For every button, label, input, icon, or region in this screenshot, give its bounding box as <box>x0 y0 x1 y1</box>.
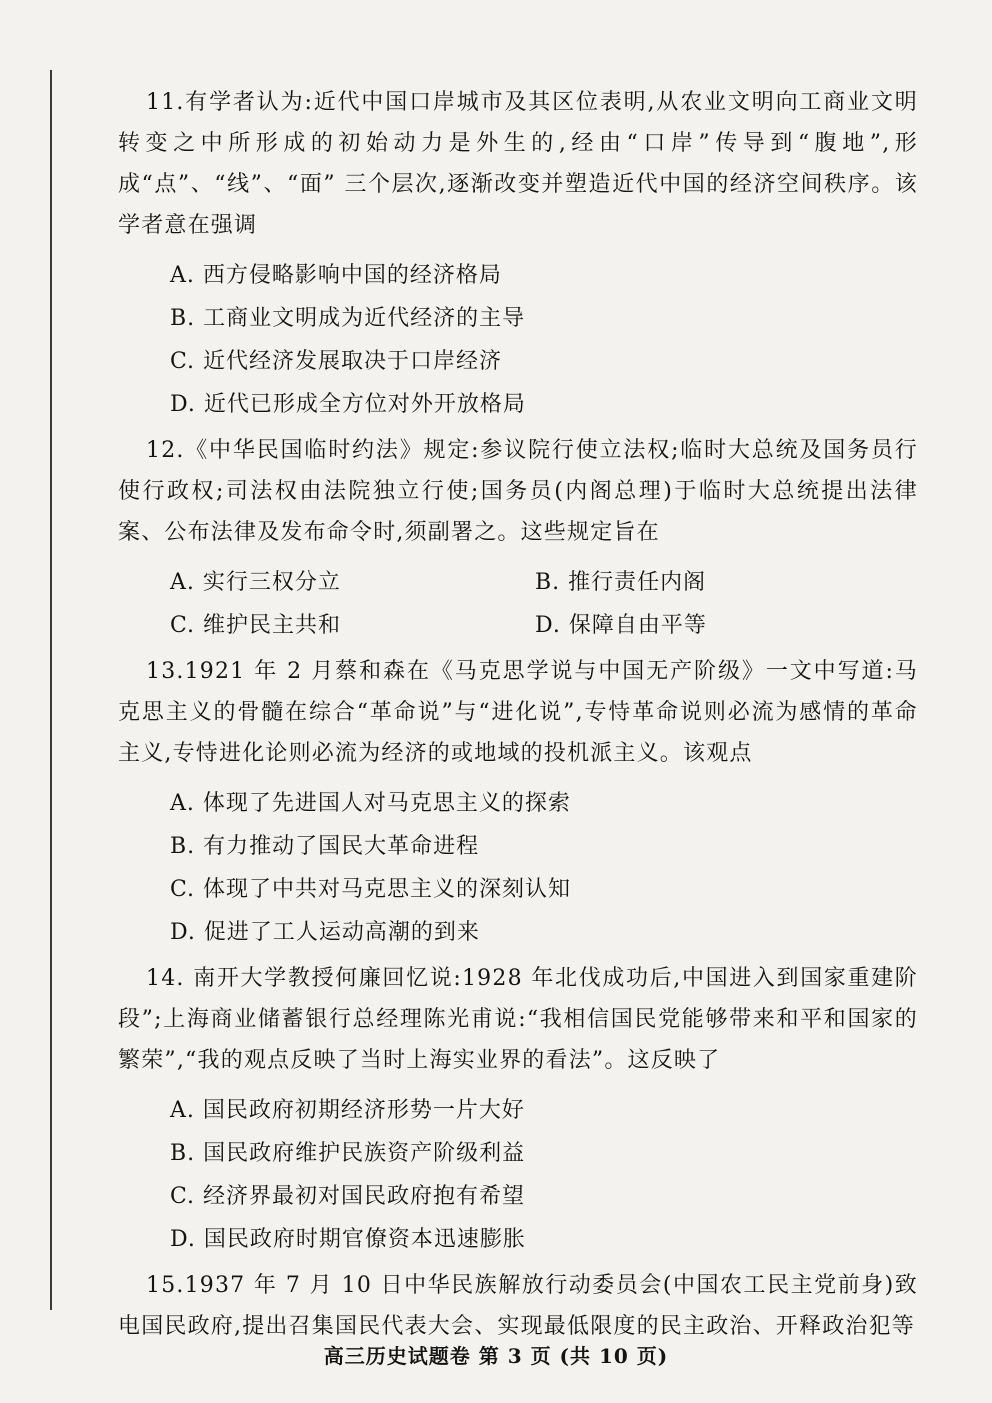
page-footer: 高三历史试题卷 第 3 页 (共 10 页) <box>323 1344 669 1368</box>
binding-margin-line <box>50 70 52 1310</box>
option-a[interactable]: A. 体现了先进国人对马克思主义的探索 <box>170 791 571 816</box>
question-15-stem: 15.1937 年 7 月 10 日中华民族解放行动委员会(中国农工民主党前身)致电国民政府,提出召集国民代表大会、实现最低限度的民主政治、开释政治犯等 <box>118 1273 918 1339</box>
option-b[interactable]: B. 国民政府维护民族资产阶级利益 <box>170 1141 526 1166</box>
option-d[interactable]: D. 保障自由平等 <box>535 613 707 638</box>
question-14 <box>118 958 918 1261</box>
question-13 <box>118 651 918 954</box>
question-14-stem: 14. 南开大学教授何廉回忆说:1928 年北伐成功后,中国进入到国家重建阶段”;上海商业储蓄银行总经理陈光甫说:“我相信国民党能够带来和平和国家的繁荣”,“我的观点反映了当时上海实业界的看法”。这反映了 <box>118 966 918 1073</box>
option-b[interactable]: B. 推行责任内阁 <box>535 570 707 595</box>
question-13-stem: 13.1921 年 2 月蔡和森在《马克思学说与中国无产阶级》一文中写道:马克思主义的骨髓在综合“革命说”与“进化说”,专恃革命说则必流为感情的革命主义,专恃进化论则必流为经济的或地域的投机派主义。该观点 <box>118 659 918 766</box>
question-14-options <box>170 1089 918 1261</box>
question-11-stem: 11.有学者认为:近代中国口岸城市及其区位表明,从农业文明向工商业文明转变之中所形成的初始动力是外生的,经由“口岸”传导到“腹地”,形成“点”、“线”、“面” 三个层次,逐渐改变并塑造近代中国的经济空间秩序。该学者意在强调 <box>118 90 918 238</box>
question-13-options <box>170 782 918 954</box>
question-11 <box>118 82 918 426</box>
option-c[interactable]: C. 维护民主共和 <box>170 613 342 638</box>
option-b[interactable]: B. 工商业文明成为近代经济的主导 <box>170 306 526 331</box>
option-d[interactable]: D. 促进了工人运动高潮的到来 <box>170 920 480 945</box>
exam-page-content <box>118 82 918 1349</box>
question-12-options <box>170 561 918 647</box>
question-11-options <box>170 254 918 426</box>
option-d[interactable]: D. 国民政府时期官僚资本迅速膨胀 <box>170 1227 526 1252</box>
option-c[interactable]: C. 近代经济发展取决于口岸经济 <box>170 349 503 374</box>
question-15 <box>118 1265 918 1347</box>
option-a[interactable]: A. 实行三权分立 <box>170 570 341 595</box>
option-c[interactable]: C. 经济界最初对国民政府抱有希望 <box>170 1184 526 1209</box>
option-d[interactable]: D. 近代已形成全方位对外开放格局 <box>170 392 526 417</box>
option-b[interactable]: B. 有力推动了国民大革命进程 <box>170 834 480 859</box>
question-12 <box>118 430 918 647</box>
option-a[interactable]: A. 国民政府初期经济形势一片大好 <box>170 1098 525 1123</box>
option-c[interactable]: C. 体现了中共对马克思主义的深刻认知 <box>170 877 572 902</box>
question-12-stem: 12.《中华民国临时约法》规定:参议院行使立法权;临时大总统及国务员行使行政权;司法权由法院独立行使;国务员(内阁总理)于临时大总统提出法律案、公布法律及发布命令时,须副署之。这些规定旨在 <box>118 438 918 545</box>
option-a[interactable]: A. 西方侵略影响中国的经济格局 <box>170 263 502 288</box>
